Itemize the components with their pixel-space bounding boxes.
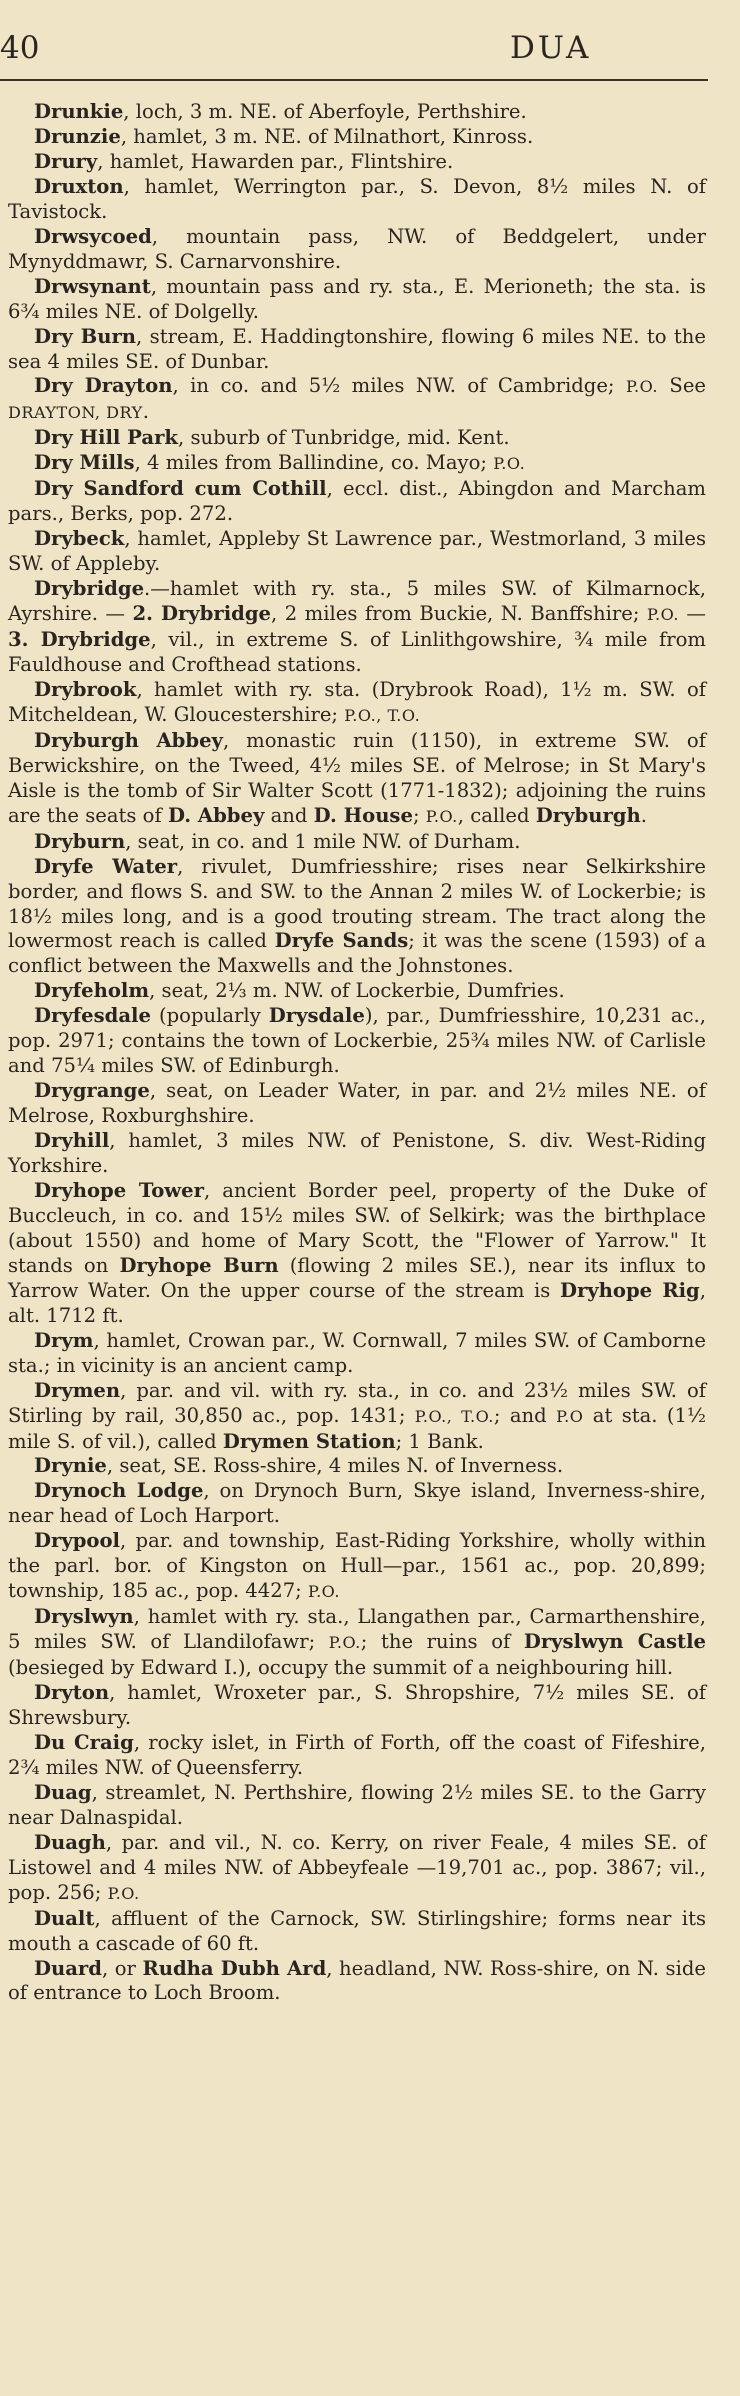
gazetteer-entry (8, 1329, 706, 1379)
entry-text: , streamlet, N. Perthshire, flowing 2½ miles SE. to the Garry near Dalnaspidal. (8, 1780, 706, 1829)
entry-text: , monastic ruin (1150), in extreme SW. of Berwickshire, on the Tweed, 4½ miles SE. of Melrose; in St Mary's Aisle is the tomb of Sir Walter Scott (1771-1832); adjoining the ruins are the seats of (8, 728, 706, 827)
entry-text: , seat, on Leader Water, in par. and 2½ miles NE. of Melrose, Roxburghshire. (8, 1079, 706, 1128)
entry-abbrev: P.O. (493, 454, 526, 474)
entry-text: , seat, SE. Ross-shire, 4 miles N. of Inverness. (106, 1454, 564, 1478)
entry-text: , alt. 1712 ft. (8, 1278, 706, 1327)
gazetteer-entry (8, 1179, 706, 1329)
entry-headword: Drybridge (34, 577, 145, 601)
entry-text: , par. and township, East-Riding Yorkshire, wholly within the parl. bor. of Kingston on Hull—par., 1561 ac., pop. 20,899; township, 185 ac., pop. 4427; (8, 1529, 706, 1603)
entry-headword: Dryfe Water (34, 854, 178, 878)
entry-text: , hamlet, Crowan par., W. Cornwall, 7 miles SW. of Camborne sta.; in vicinity is an ancient camp. (8, 1328, 706, 1377)
entry-headword: Dryfe Sands (274, 929, 409, 953)
gazetteer-entry (8, 175, 706, 225)
entry-text: , in co. and 5½ miles NW. of Cambridge; (172, 374, 626, 398)
entry-text: ; 1 Bank. (395, 1429, 484, 1453)
entry-text: , hamlet, Wroxeter par., S. Shropshire, 7½ miles SE. of Shrewsbury. (8, 1681, 706, 1729)
entry-text: , suburb of Tunbridge, mid. Kent. (178, 426, 510, 450)
gazetteer-entry (8, 577, 706, 678)
entry-headword: Dryslwyn (34, 1605, 134, 1629)
gazetteer-entry (8, 1781, 706, 1831)
gazetteer-entry (8, 374, 706, 426)
gazetteer-entry (8, 426, 706, 451)
entry-headword: Dualt (34, 1906, 95, 1930)
gazetteer-entry (8, 1479, 706, 1529)
gazetteer-entry (8, 1831, 706, 1907)
entry-text: , hamlet with ry. sta., Llangathen par., Carmarthenshire, 5 miles SW. of Llandilofawr; (8, 1605, 706, 1654)
entry-text: , 4 miles from Ballindine, co. Mayo; (134, 451, 494, 475)
entry-headword: Duard (34, 1956, 102, 1980)
entry-headword: Dryburgh (535, 803, 641, 827)
entry-headword: Dryburgh Abbey (34, 728, 223, 752)
entry-text: , hamlet, 3 miles NW. of Penistone, S. div. West-Riding Yorkshire. (8, 1129, 706, 1178)
entry-headword: Drunkie (34, 100, 124, 123)
entry-text: , on Drynoch Burn, Skye island, Inverness-shire, near head of Loch Harport. (8, 1479, 706, 1528)
entry-headword: Dry Sandford cum Cothill (34, 477, 327, 501)
gazetteer-entry (8, 125, 706, 150)
gazetteer-entry (8, 678, 706, 729)
entry-headword: Duag (34, 1780, 92, 1804)
page-number: 40 (0, 30, 40, 66)
entry-abbrev: P.O (556, 1406, 584, 1426)
entry-headword: Drybrook (34, 677, 137, 701)
entry-headword: Drwsycoed (34, 224, 152, 248)
entry-text: , hamlet, Werrington par., S. Devon, 8½ miles N. of Tavistock. (8, 174, 706, 223)
entry-abbrev: P.O., T.O. (344, 705, 421, 725)
entry-text: , par. and vil. with ry. sta., in co. and 23½ miles SW. of Stirling by rail, 30,850 ac., pop. 1431; (8, 1378, 706, 1427)
gazetteer-entry (8, 100, 706, 125)
entry-text: , loch, 3 m. NE. of Aberfoyle, Perthshire. (123, 100, 527, 123)
entry-text: , ancient Border peel, property of the Duke of Buccleuch, in co. and 15½ miles SW. of Selkirk; was the birthplace (about 1550) and home of Mary Scott, the "Flower of Yarrow." It stands on (8, 1178, 706, 1277)
entry-text: , seat, 2⅓ m. NW. of Lockerbie, Dumfries. (149, 979, 565, 1003)
gazetteer-entry (8, 979, 706, 1004)
entry-headword: Dry Burn (34, 324, 137, 348)
entry-text: ; it was the scene (1593) of a conflict between the Maxwells and the Johnstones. (8, 929, 706, 978)
entry-headword: Drybeck (34, 527, 125, 551)
entry-headword: Dry Drayton (34, 374, 173, 398)
entry-text: , or (101, 1956, 143, 1980)
entry-text: and (264, 803, 314, 827)
entry-headword: Drury (34, 149, 98, 173)
entry-text: , par. and vil., N. co. Kerry, on river Feale, 4 miles SE. of Listowel and 4 miles NW. of Abbeyfeale —19,701 ac., pop. 3867; vil., pop. 256; (8, 1830, 706, 1904)
entry-headword: Drwsynant (34, 274, 151, 298)
entry-text: at sta. (1½ mile S. of vil.), called (8, 1403, 706, 1453)
entry-headword: 3. Drybridge (8, 628, 151, 652)
entry-headword: Drysdale (268, 1004, 365, 1028)
entry-headword: Du Craig (34, 1730, 134, 1754)
gazetteer-entry (8, 1957, 706, 2007)
entry-text: , hamlet with ry. sta. (Drybrook Road), 1½ m. SW. of Mitcheldean, W. Gloucestershire; (8, 677, 706, 726)
entry-abbrev: P.O. (107, 1883, 140, 1903)
entry-text: , rocky islet, in Firth of Forth, off the coast of Fifeshire, 2¾ miles NW. of Queensferry. (8, 1730, 706, 1779)
entry-abbrev: P.O. (646, 605, 679, 625)
gazetteer-entry (8, 451, 706, 477)
entry-text: , hamlet, 3 m. NE. of Milnathort, Kinross. (120, 124, 534, 148)
entry-headword: Rudha Dubh Ard (142, 1956, 327, 1980)
entry-text: — (678, 602, 706, 626)
entry-abbrev: DRAYTON, DRY (8, 403, 143, 423)
entry-text: , 2 miles from Buckie, N. Banffshire; (271, 602, 647, 626)
entry-text: (popularly (150, 1004, 269, 1028)
gazetteer-entry (8, 830, 706, 855)
entry-headword: Drynoch Lodge (34, 1479, 204, 1503)
entry-headword: Drunzie (34, 124, 121, 148)
running-title: DUA (510, 30, 592, 66)
gazetteer-entry (8, 855, 706, 980)
entry-headword: Drypool (34, 1529, 120, 1553)
entry-text: . (142, 400, 149, 424)
page-header (0, 0, 740, 82)
gazetteer-entry (8, 1004, 706, 1079)
entry-text: , affluent of the Carnock, SW. Stirlingshire; forms near its mouth a cascade of 60 ft. (8, 1906, 706, 1955)
entry-text: See (657, 374, 707, 398)
entry-text: . (640, 803, 647, 827)
gazetteer-entry (8, 729, 706, 830)
entry-headword: Dry Mills (34, 451, 135, 475)
entry-text: , seat, in co. and 1 mile NW. of Durham. (125, 829, 521, 853)
entry-text: , vil., in extreme S. of Linlithgowshire, ¾ mile from Fauldhouse and Crofthead stations. (8, 628, 706, 676)
entry-list (8, 100, 706, 2006)
entry-abbrev: P.O., T.O. (414, 1406, 494, 1426)
entry-text: ), par., Dumfriesshire, 10,231 ac., pop. 2971; contains the town of Lockerbie, 25¾ miles NW. of Carlisle and 75¼ miles SW. of Edinburgh. (8, 1004, 706, 1078)
entry-headword: Dryton (34, 1681, 110, 1705)
entry-headword: Dryfeholm (34, 979, 150, 1003)
entry-text: , hamlet, Appleby St Lawrence par., Westmorland, 3 miles SW. of Appleby. (8, 527, 706, 576)
entry-text: , stream, E. Haddingtonshire, flowing 6 miles NE. to the sea 4 miles SE. of Dunbar. (8, 324, 706, 373)
entry-text: , rivulet, Dumfriesshire; rises near Selkirkshire border, and flows S. and SW. to the Annan 2 miles W. of Lockerbie; is 18½ miles long, and is a good trouting stream. The tract along the lowermost reach is called (8, 854, 706, 953)
entry-headword: D. House (313, 803, 413, 827)
entry-abbrev: P.O. (625, 377, 658, 397)
gazetteer-entry (8, 1529, 706, 1605)
entry-headword: D. Abbey (167, 803, 265, 827)
entry-headword: Drymen (34, 1378, 121, 1402)
gazetteer-entry (8, 325, 706, 375)
gazetteer-entry (8, 225, 706, 275)
gazetteer-entry (8, 1731, 706, 1781)
entry-text: , hamlet, Hawarden par., Flintshire. (97, 149, 454, 173)
entry-headword: Duagh (34, 1830, 106, 1854)
entry-headword: Dryslwyn Castle (523, 1630, 707, 1654)
gazetteer-entry (8, 1681, 706, 1731)
entry-text: ; the ruins of (360, 1630, 524, 1654)
entry-headword: Dryhope Burn (119, 1253, 279, 1277)
entry-text: (flowing 2 miles SE.), near its influx to Yarrow Water. On the upper course of the stream is (8, 1253, 706, 1302)
gazetteer-entry (8, 150, 706, 175)
entry-headword: Druxton (34, 174, 124, 198)
gazetteer-entry (8, 275, 706, 325)
gazetteer-entry (8, 1907, 706, 1957)
entry-text: ; and (493, 1403, 557, 1427)
entry-headword: Drym (34, 1328, 94, 1352)
entry-headword: Dryhope Tower (34, 1178, 204, 1202)
gazetteer-entry (8, 1605, 706, 1681)
entry-headword: 2. Drybridge (132, 602, 272, 626)
gazetteer-entry (8, 1079, 706, 1129)
entry-headword: Dryburn (34, 829, 126, 853)
entry-text: .—hamlet with ry. sta., 5 miles SW. of Kilmarnock, Ayrshire. — (8, 577, 706, 626)
entry-text: , mountain pass, NW. of Beddgelert, under Mynyddmawr, S. Carnarvonshire. (8, 224, 706, 273)
entry-abbrev: P.O. (328, 1633, 361, 1653)
entry-text: , headland, NW. Ross-shire, on N. side of entrance to Loch Broom. (8, 1956, 706, 2005)
entry-headword: Drymen Station (222, 1429, 396, 1453)
gazetteer-entry (8, 1379, 706, 1455)
gazetteer-entry (8, 477, 706, 527)
entry-headword: Dryhill (34, 1129, 110, 1153)
entry-headword: Drynie (34, 1454, 107, 1478)
entry-headword: Drygrange (34, 1079, 150, 1103)
entry-abbrev: P.O. (308, 1582, 341, 1602)
entry-text: , eccl. dist., Abingdon and Marcham pars., Berks, pop. 272. (8, 477, 706, 526)
entry-abbrev: P.O. (425, 806, 458, 826)
gazetteer-entry (8, 527, 706, 577)
entry-headword: Dryhope Rig (559, 1278, 700, 1302)
header-rule (0, 79, 708, 81)
entry-text: , called (457, 803, 536, 827)
gazetteer-entry (8, 1129, 706, 1179)
entry-headword: Dryfesdale (34, 1004, 151, 1028)
entry-text: , mountain pass and ry. sta., E. Merioneth; the sta. is 6¾ miles NE. of Dolgelly. (8, 274, 706, 323)
entry-text: (besieged by Edward I.), occupy the summit of a neighbouring hill. (8, 1656, 674, 1680)
entry-text: ; (412, 803, 426, 827)
entry-headword: Dry Hill Park (34, 426, 178, 450)
gazetteer-entry (8, 1454, 706, 1479)
